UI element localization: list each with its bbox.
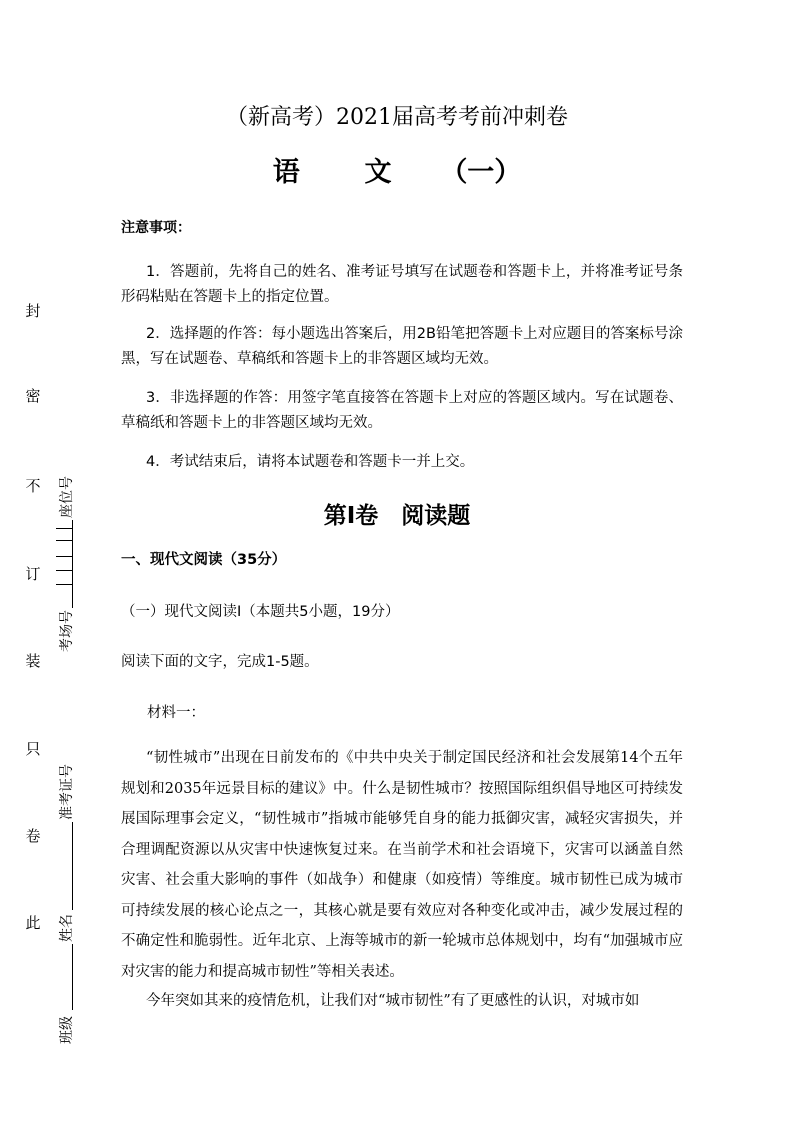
notice-item-1: 1．答题前，先将自己的姓名、准考证号填写在试题卷和答题卡上，并将准考证号条形码粘贴在答题卡上的指定位置。: [121, 264, 683, 305]
material-label: 材料一：: [147, 705, 205, 721]
reading-instruction: 阅读下面的文字，完成1-5题。: [121, 654, 319, 670]
section-title: 第Ⅰ卷 阅读题: [323, 503, 471, 529]
seal-char: 卷: [25, 827, 41, 845]
class-label: 班级: [59, 1016, 75, 1044]
name-label: 姓名: [59, 914, 75, 942]
notice-heading: 注意事项：: [121, 220, 191, 236]
notice-item-4: 4．考试结束后，请将本试题卷和答题卡一并上交。: [146, 454, 475, 470]
notice-item-3: 3．非选择题的作答：用签字笔直接答在答题卡上对应的答题区域内。写在试题卷、草稿纸和答题卡上的非答题区域均无效。: [121, 390, 683, 431]
seal-char: 不: [25, 477, 41, 495]
seal-char: 密: [25, 387, 41, 405]
subject-char-1: 语: [272, 157, 300, 188]
part-heading: 一、现代文阅读（35分）: [121, 552, 287, 568]
exam-title: （新高考）2021届高考考前冲刺卷: [226, 105, 568, 130]
seat-number-label: 座位号: [59, 476, 75, 518]
field-divider: [56, 556, 72, 557]
seal-char: 封: [25, 302, 41, 320]
subpart-heading: （一）现代文阅读Ⅰ（本题共5小题，19分）: [121, 604, 400, 620]
subject-volume: （一）: [440, 157, 522, 188]
seal-char: 此: [25, 914, 41, 932]
field-divider: [56, 528, 72, 529]
material-paragraph-2: 今年突如其来的疫情危机，让我们对“城市韧性”有了更感性的认识，对城市如: [146, 993, 640, 1009]
material-paragraph-1: “韧性城市”出现在日前发布的《中共中央关于制定国民经济和社会发展第14个五年规划和2035年远景目标的建议》中。什么是韧性城市？按照国际组织倡导地区可持续发展国际理事会定义，“韧性城市”指城市能够凭自身的能力抵御灾害，减轻灾害损失，并合理调配资源以从灾害中快速恢复过来。在当前学术和社会语境下，灾害可以涵盖自然灾害、社会重大影响的事件（如战争）和健康（如疫情）等维度。城市韧性已成为城市可持续发展的核心论点之一，其核心就是要有效应对各种变化或冲击，减少发展过程的不确定性和脆弱性。近年北京、上海等城市的新一轮城市总体规划中，均有“加强城市应对灾害的能力和提高城市韧性”等相关表述。: [121, 750, 683, 980]
subject-title: [0, 150, 794, 189]
seal-char: 只: [25, 740, 41, 758]
seat-number-line: [72, 520, 73, 608]
admission-number-line: [72, 822, 73, 910]
seal-char: 订: [25, 565, 41, 583]
name-line: [72, 944, 73, 1010]
field-divider: [56, 540, 72, 541]
seal-char: 装: [25, 652, 41, 670]
admission-number-label: 准考证号: [59, 764, 75, 820]
field-divider: [56, 570, 72, 571]
field-divider: [56, 584, 72, 585]
exam-room-label: 考场号: [59, 610, 75, 652]
subject-char-2: 文: [364, 157, 392, 188]
notice-item-2: 2．选择题的作答：每小题选出答案后，用2B铅笔把答题卡上对应题目的答案标号涂黑，写在试题卷、草稿纸和答题卡上的非答题区域均无效。: [121, 326, 683, 367]
